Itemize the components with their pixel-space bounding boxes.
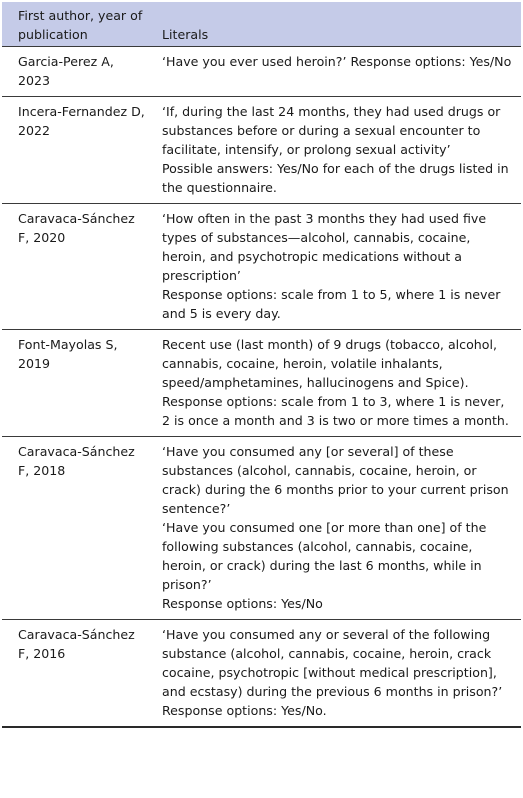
table-row [2, 97, 521, 204]
literal-text: Response options: Yes/No. [162, 703, 327, 718]
literal-text: ‘Have you consumed one [or more than one] of the following substances (alcohol, cannabis, cocaine, heroin, or crack) during the last 6 months, while in prison?’ [162, 520, 487, 592]
author-cell: Incera-Fernandez D, 2022 [2, 97, 154, 204]
table-row [2, 47, 521, 97]
literals-cell [154, 47, 521, 97]
author-cell: Garcia-Perez A, 2023 [2, 47, 154, 97]
literals-cell [154, 97, 521, 204]
header-author-year: First author, year of publication [2, 2, 154, 47]
literal-text: ‘How often in the past 3 months they had used five types of substances—alcohol, cannabis, cocaine, heroin, and psychotropic medications without a prescription’ [162, 211, 487, 283]
literals-table [2, 2, 521, 728]
author-cell: Font-Mayolas S, 2019 [2, 330, 154, 437]
literals-cell [154, 330, 521, 437]
literal-text: Possible answers: Yes/No for each of the drugs listed in the questionnaire. [162, 161, 509, 195]
header-literals: Literals [154, 2, 521, 47]
literal-text: ‘Have you ever used heroin?’ Response options: Yes/No [162, 54, 512, 69]
literal-text: ‘If, during the last 24 months, they had used drugs or substances before or during a sexual encounter to facilitate, intensify, or prolong sexual activity’ [162, 104, 501, 157]
author-cell: Caravaca-Sánchez F, 2018 [2, 437, 154, 620]
literals-cell [154, 204, 521, 330]
literal-text: ‘Have you consumed any [or several] of these substances (alcohol, cannabis, cocaine, heroin, or crack) during the 6 months prior to your current prison sentence?’ [162, 444, 509, 516]
literal-text: Recent use (last month) of 9 drugs (tobacco, alcohol, cannabis, cocaine, heroin, volatile inhalants, speed/amphetamines, hallucinogens and Spice). [162, 337, 497, 390]
table-row [2, 620, 521, 728]
table-row [2, 437, 521, 620]
literal-text: Response options: scale from 1 to 3, where 1 is never, 2 is once a month and 3 is two or more times a month. [162, 394, 509, 428]
table-header-row [2, 2, 521, 47]
author-cell: Caravaca-Sánchez F, 2020 [2, 204, 154, 330]
literal-text: Response options: Yes/No [162, 596, 323, 611]
table-row [2, 330, 521, 437]
literals-cell [154, 620, 521, 728]
table-row [2, 204, 521, 330]
literal-text: Response options: scale from 1 to 5, where 1 is never and 5 is every day. [162, 287, 501, 321]
literal-text: ‘Have you consumed any or several of the following substance (alcohol, cannabis, cocaine, heroin, crack cocaine, psychotropic [without medical prescription], and ecstasy) during the previous 6 months in prison?’ [162, 627, 503, 699]
author-cell: Caravaca-Sánchez F, 2016 [2, 620, 154, 728]
literals-cell [154, 437, 521, 620]
